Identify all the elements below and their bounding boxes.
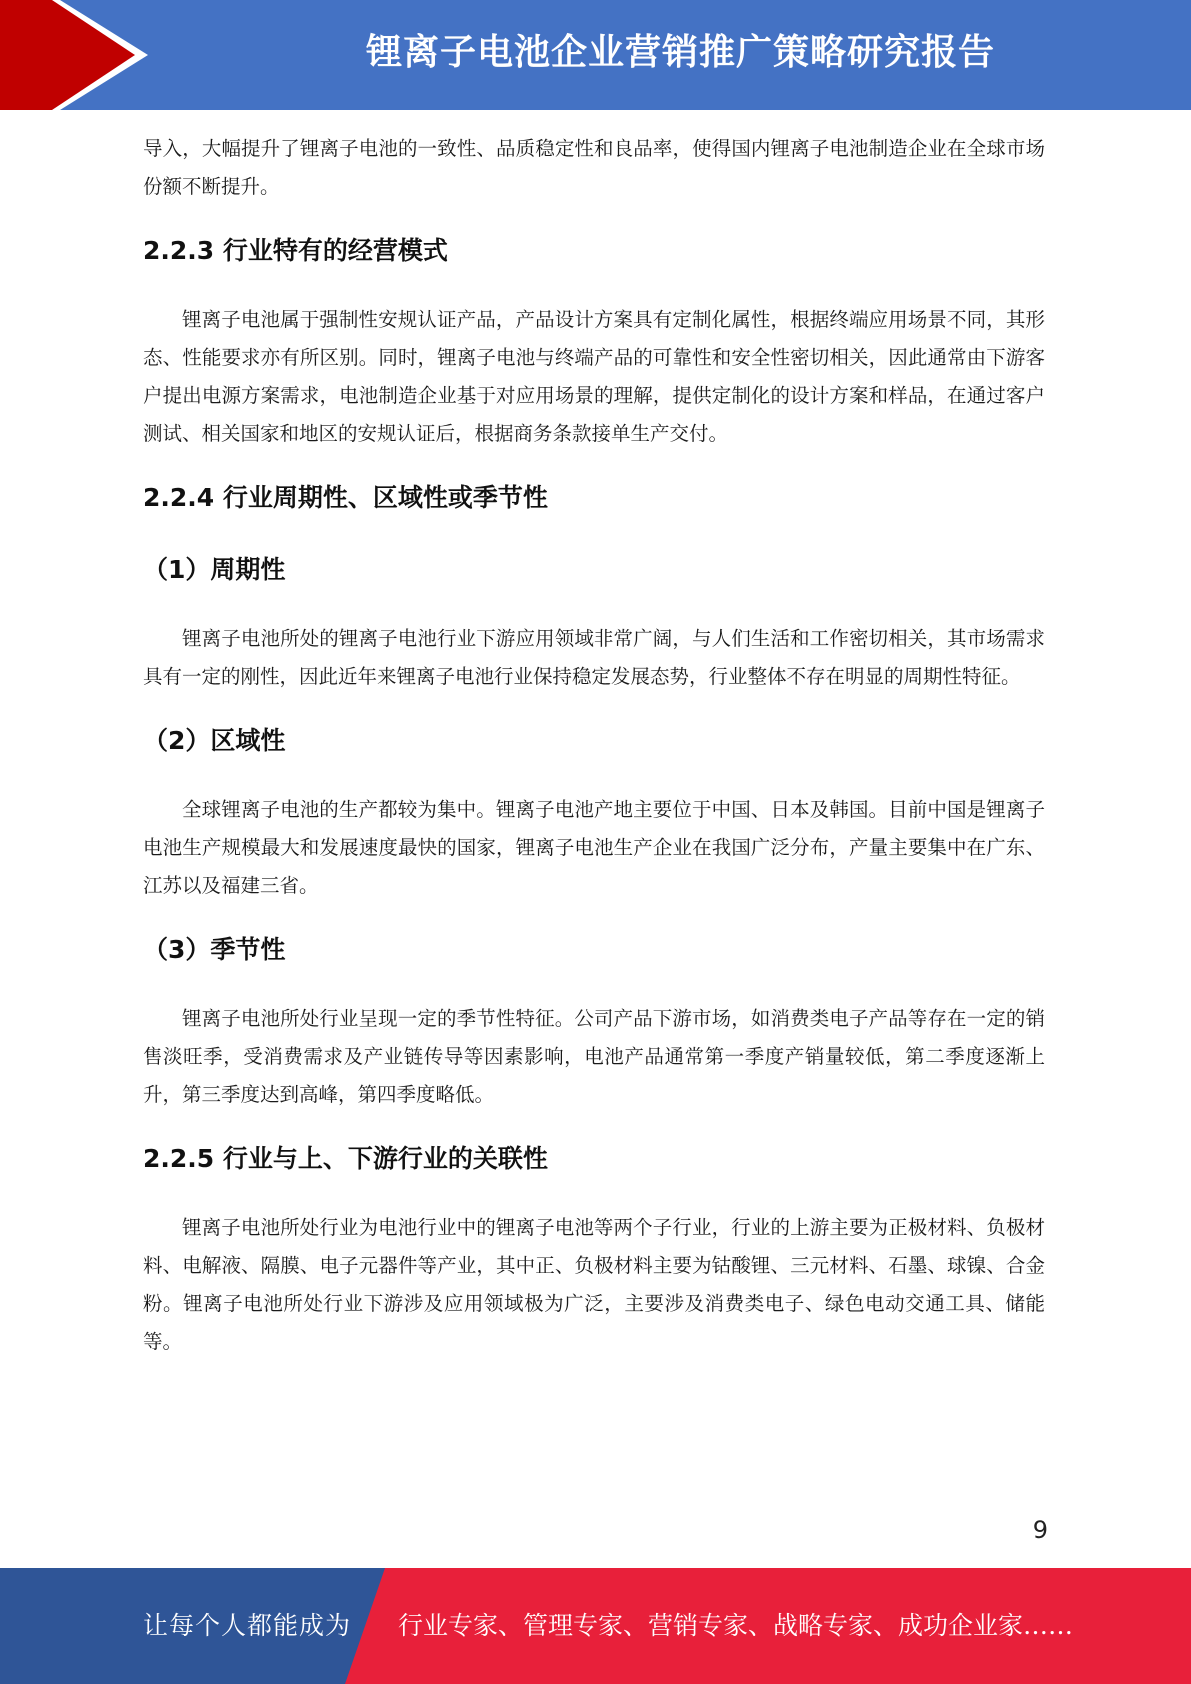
subheading-seasonality: （3）季节性 xyxy=(143,935,286,964)
header-banner xyxy=(0,0,1191,110)
section-heading-2-2-5: 2.2.5 行业与上、下游行业的关联性 xyxy=(143,1144,548,1173)
document-body xyxy=(143,130,1045,1361)
document-title: 锂离子电池企业营销推广策略研究报告 xyxy=(365,32,995,73)
footer-banner xyxy=(0,1568,1191,1684)
paragraph-regionality: 全球锂离子电池的生产都较为集中。锂离子电池产地主要位于中国、日本及韩国。目前中国是锂离子电池生产规模最大和发展速度最快的国家，锂离子电池生产企业在我国广泛分布，产量主要集中在广东、江苏以及福建三省。 xyxy=(143,798,1045,897)
paragraph-business-model: 锂离子电池属于强制性安规认证产品，产品设计方案具有定制化属性，根据终端应用场景不同，其形态、性能要求亦有所区别。同时，锂离子电池与终端产品的可靠性和安全性密切相关，因此通常由下游客户提出电源方案需求，电池制造企业基于对应用场景的理解，提供定制化的设计方案和样品，在通过客户测试、相关国家和地区的安规认证后，根据商务条款接单生产交付。 xyxy=(143,308,1045,445)
paragraph-continuation: 导入，大幅提升了锂离子电池的一致性、品质稳定性和良品率，使得国内锂离子电池制造企业在全球市场份额不断提升。 xyxy=(143,137,1045,198)
section-heading-2-2-3: 2.2.3 行业特有的经营模式 xyxy=(143,236,448,265)
paragraph-industry-chain: 锂离子电池所处行业为电池行业中的锂离子电池等两个子行业，行业的上游主要为正极材料、负极材料、电解液、隔膜、电子元器件等产业，其中正、负极材料主要为钴酸锂、三元材料、石墨、球镍、合金粉。锂离子电池所处行业下游涉及应用领域极为广泛，主要涉及消费类电子、绿色电动交通工具、储能等。 xyxy=(143,1216,1045,1353)
subheading-periodicity: （1）周期性 xyxy=(143,555,286,584)
footer-slogan-right: 行业专家、管理专家、营销专家、战略专家、成功企业家…… xyxy=(398,1611,1074,1640)
section-heading-2-2-4: 2.2.4 行业周期性、区域性或季节性 xyxy=(143,483,548,512)
page-number: 9 xyxy=(1032,1516,1048,1544)
paragraph-seasonality: 锂离子电池所处行业呈现一定的季节性特征。公司产品下游市场，如消费类电子产品等存在一定的销售淡旺季，受消费需求及产业链传导等因素影响，电池产品通常第一季度产销量较低，第二季度逐渐上升，第三季度达到高峰，第四季度略低。 xyxy=(143,1007,1045,1106)
paragraph-periodicity: 锂离子电池所处的锂离子电池行业下游应用领域非常广阔，与人们生活和工作密切相关，其市场需求具有一定的刚性，因此近年来锂离子电池行业保持稳定发展态势，行业整体不存在明显的周期性特征。 xyxy=(143,627,1045,688)
footer-slogan-left: 让每个人都能成为 xyxy=(143,1611,352,1640)
subheading-regionality: （2）区域性 xyxy=(143,726,286,755)
header-chevron-decoration xyxy=(0,0,150,110)
